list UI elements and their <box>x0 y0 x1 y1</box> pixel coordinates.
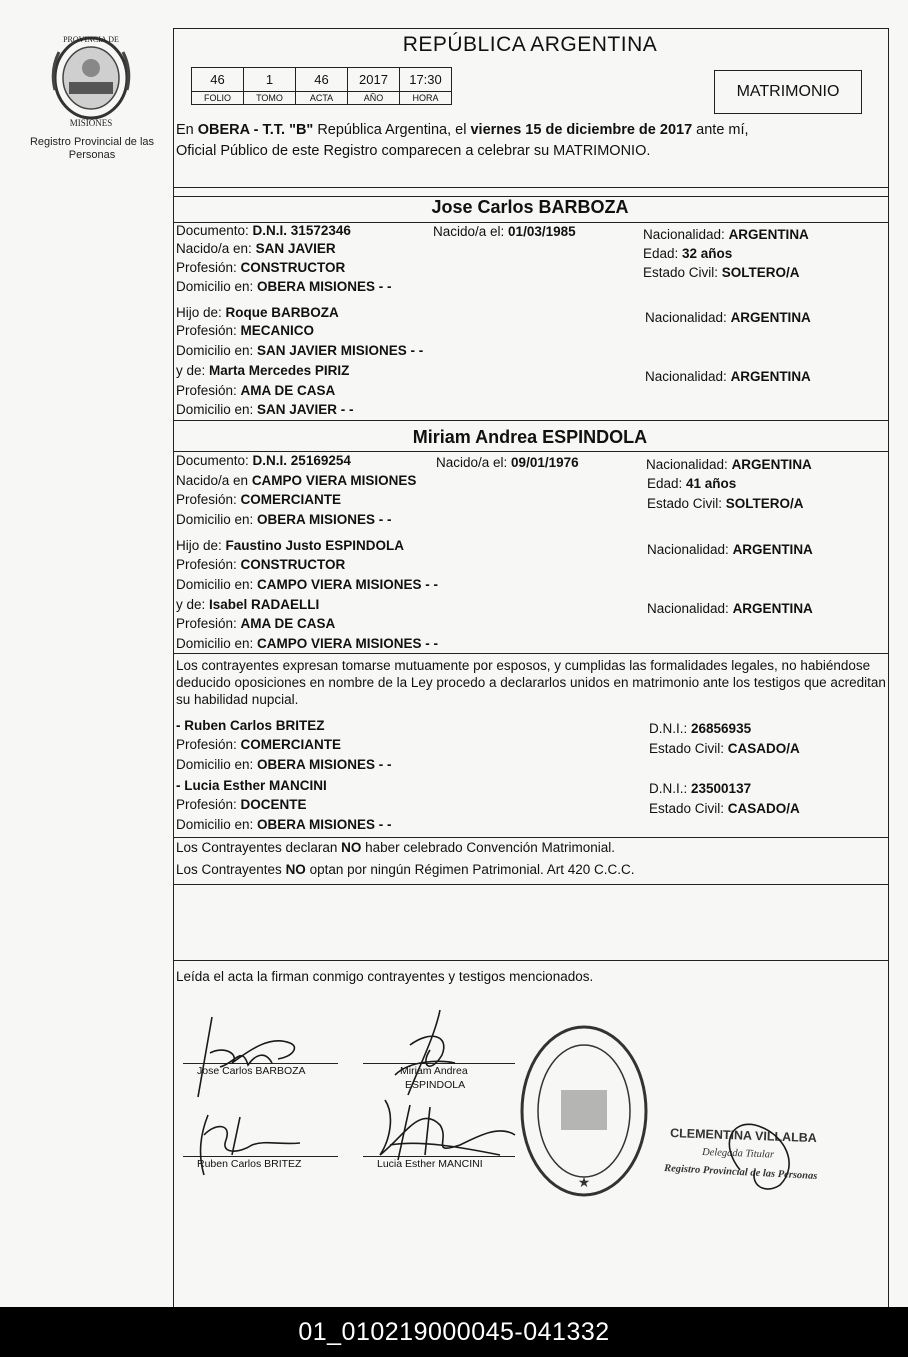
year-label: AÑO <box>348 92 400 105</box>
spouse2-mother: y de: Isabel RADAELLI <box>176 597 320 612</box>
divider <box>173 451 889 452</box>
spouse1-mother-profession: Profesión: AMA DE CASA <box>176 383 336 398</box>
spouse2-address: Domicilio en: OBERA MISIONES - - <box>176 512 392 527</box>
spouse1-father: Hijo de: Roque BARBOZA <box>176 305 339 320</box>
witness2-name: - Lucia Esther MANCINI <box>176 778 327 793</box>
signature-name-witness2: Lucia Esther MANCINI <box>377 1158 483 1170</box>
time-label: HORA <box>400 92 452 105</box>
divider <box>173 420 889 421</box>
witness2-profession: Profesión: DOCENTE <box>176 797 307 812</box>
registry-data-table <box>191 67 452 105</box>
svg-text:★: ★ <box>577 1174 591 1190</box>
spouse1-profession: Profesión: CONSTRUCTOR <box>176 260 346 275</box>
document-title: REPÚBLICA ARGENTINA <box>402 33 658 56</box>
spouse2-father-address: Domicilio en: CAMPO VIERA MISIONES - - <box>176 577 439 592</box>
witness2-address: Domicilio en: OBERA MISIONES - - <box>176 817 392 832</box>
spouse2-birthplace: Nacido/a en CAMPO VIERA MISIONES <box>176 473 417 488</box>
divider <box>173 187 889 188</box>
intro-text: En <box>176 122 198 138</box>
spouse2-father-nationality: Nacionalidad: ARGENTINA <box>647 542 813 557</box>
spouse2-mother-profession: Profesión: AMA DE CASA <box>176 616 336 631</box>
record-type-box: MATRIMONIO <box>714 70 862 114</box>
spouse2-mother-address: Domicilio en: CAMPO VIERA MISIONES - - <box>176 636 439 651</box>
intro-text: República Argentina, el <box>313 122 471 138</box>
convention-statement: Los Contrayentes declaran NO haber celebrado Convención Matrimonial. <box>176 840 615 855</box>
folio-value: 46 <box>192 68 244 92</box>
signature-name-spouse1: Jose Carlos BARBOZA <box>197 1065 306 1077</box>
acta-value: 46 <box>296 68 348 92</box>
spouse2-father: Hijo de: Faustino Justo ESPINDOLA <box>176 538 405 553</box>
intro-place: OBERA - T.T. "B" <box>197 122 314 138</box>
spouse1-civil-status: Estado Civil: SOLTERO/A <box>643 265 800 280</box>
spouse2-nationality: Nacionalidad: ARGENTINA <box>646 457 812 472</box>
spouse2-name: Miriam Andrea ESPINDOLA <box>412 427 648 447</box>
divider <box>173 960 889 961</box>
spouse2-profession: Profesión: COMERCIANTE <box>176 492 342 507</box>
official-round-seal <box>517 1022 652 1200</box>
spouse2-civil-status: Estado Civil: SOLTERO/A <box>647 496 804 511</box>
spouse1-father-nationality: Nacionalidad: ARGENTINA <box>645 310 811 325</box>
year-value: 2017 <box>348 68 400 92</box>
spouse1-mother: y de: Marta Mercedes PIRIZ <box>176 363 350 378</box>
intro-paragraph <box>176 120 886 162</box>
logo-text-bottom: MISIONES <box>69 118 113 128</box>
time-value: 17:30 <box>400 68 452 92</box>
tomo-value: 1 <box>244 68 296 92</box>
signature-name-spouse2-last: ESPINDOLA <box>405 1079 466 1091</box>
spouse2-father-profession: Profesión: CONSTRUCTOR <box>176 557 346 572</box>
divider <box>173 837 889 838</box>
acta-label: ACTA <box>296 92 348 105</box>
spouse1-mother-nationality: Nacionalidad: ARGENTINA <box>645 369 811 384</box>
spouse1-birthdate: Nacido/a el: 01/03/1985 <box>433 224 576 239</box>
intro-line2: Oficial Público de este Registro comparecen a celebrar su MATRIMONIO. <box>176 143 651 159</box>
closing-statement: Leída el acta la firman conmigo contrayentes y testigos mencionados. <box>176 969 594 984</box>
spouse1-father-address: Domicilio en: SAN JAVIER MISIONES - - <box>176 343 424 358</box>
declaration-paragraph: Los contrayentes expresan tomarse mutuamente por esposos, y cumplidas las formalidades legales, no habiéndose deducido oposiciones en nombre de la Ley procedo a declararlos unidos en matrimonio ante los testigos que acreditan su habilidad nupcial. <box>176 658 886 707</box>
signature-name-spouse2-first: Miriam Andrea <box>400 1065 468 1077</box>
witness1-name: - Ruben Carlos BRITEZ <box>176 718 325 733</box>
regime-statement: Los Contrayentes NO optan por ningún Régimen Patrimonial. Art 420 C.C.C. <box>176 862 635 877</box>
province-coat-of-arms-logo <box>45 30 137 130</box>
spouse2-age: Edad: 41 años <box>647 476 737 491</box>
registrar-stamp <box>660 1115 840 1195</box>
registrar-office: Registro Provincial de las Personas <box>663 1163 818 1183</box>
witness2-dni: D.N.I.: 23500137 <box>649 781 752 796</box>
spouse1-mother-address: Domicilio en: SAN JAVIER - - <box>176 402 354 417</box>
document-code: 01_010219000045-041332 <box>0 1307 908 1357</box>
registrar-title: Delegada Titular <box>701 1147 775 1161</box>
spouse1-nationality: Nacionalidad: ARGENTINA <box>643 227 809 242</box>
spouse2-birthdate: Nacido/a el: 09/01/1976 <box>436 455 579 470</box>
spouse1-birthplace: Nacido/a en: SAN JAVIER <box>176 241 336 256</box>
witness1-dni: D.N.I.: 26856935 <box>649 721 752 736</box>
spouse1-address: Domicilio en: OBERA MISIONES - - <box>176 279 392 294</box>
logo-text-top: PROVINCIA DE <box>63 35 119 44</box>
spouse1-document: Documento: D.N.I. 31572346 <box>176 223 351 238</box>
witness1-address: Domicilio en: OBERA MISIONES - - <box>176 757 392 772</box>
witness2-civil-status: Estado Civil: CASADO/A <box>649 801 800 816</box>
witness1-civil-status: Estado Civil: CASADO/A <box>649 741 800 756</box>
registry-caption: Registro Provincial de las Personas <box>29 136 155 161</box>
handwritten-signatures <box>180 1005 520 1190</box>
spouse1-age: Edad: 32 años <box>643 246 733 261</box>
divider <box>173 884 889 885</box>
spouse2-document: Documento: D.N.I. 25169254 <box>176 453 351 468</box>
tomo-label: TOMO <box>244 92 296 105</box>
intro-date: viernes 15 de diciembre de 2017 <box>470 122 693 138</box>
registrar-name: CLEMENTINA VILLALBA <box>669 1126 818 1146</box>
spouse2-mother-nationality: Nacionalidad: ARGENTINA <box>647 601 813 616</box>
signature-name-witness1: Ruben Carlos BRITEZ <box>197 1158 302 1170</box>
spouse1-name: Jose Carlos BARBOZA <box>431 197 629 217</box>
intro-text: ante mí, <box>692 122 749 138</box>
spouse1-father-profession: Profesión: MECANICO <box>176 323 315 338</box>
folio-label: FOLIO <box>192 92 244 105</box>
divider <box>173 653 889 654</box>
witness1-profession: Profesión: COMERCIANTE <box>176 737 342 752</box>
